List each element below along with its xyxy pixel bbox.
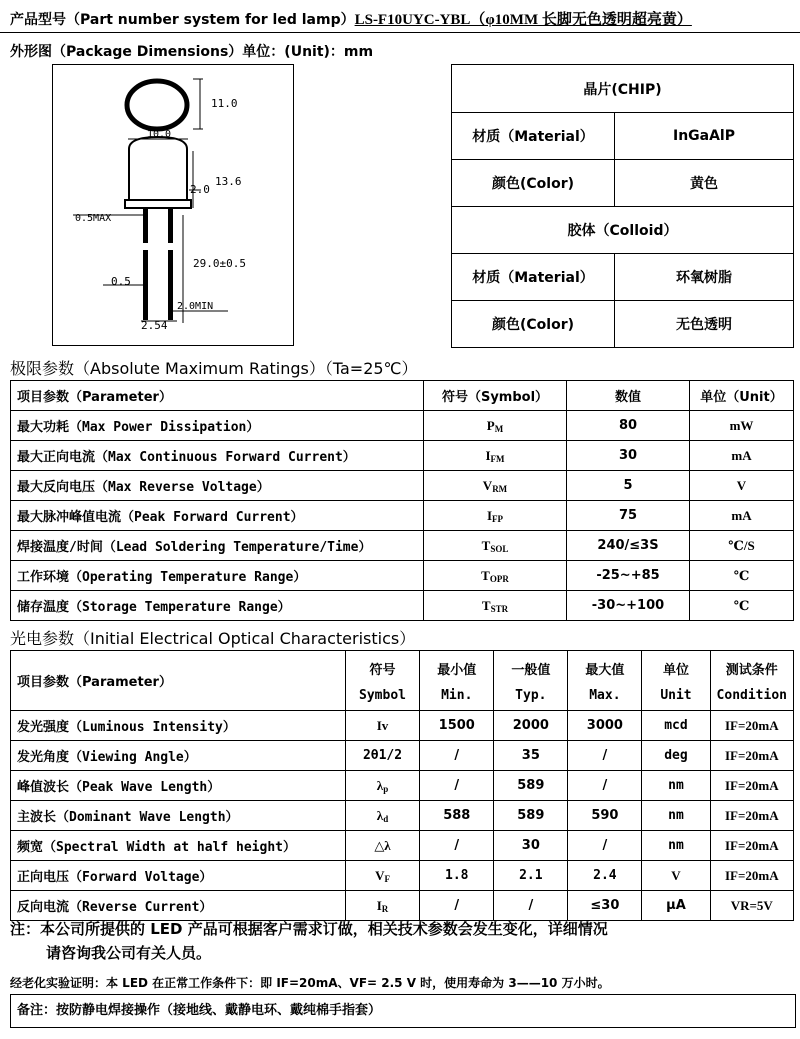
title-prefix: 产品型号（Part number system for led lamp） <box>10 12 355 28</box>
opt-header-max: 最大值 Max. <box>568 651 642 711</box>
opt-min: / <box>420 771 494 801</box>
header-divider <box>0 32 800 33</box>
abs-symbol: $V_{RM}$ <box>424 471 567 501</box>
opt-typ: 2.1 <box>494 861 568 891</box>
abs-row <box>11 531 794 561</box>
note-1: 注：本公司所提供的 LED 产品可根据客户需求订做，相关技术参数会发生变化，详细情况 <box>10 920 608 938</box>
dim-pitch: 2.54 <box>141 319 168 332</box>
opt-symbol: $I_R$ <box>345 891 419 921</box>
dim-min: 2.0MIN <box>177 301 214 312</box>
abs-param: 工作环境（Operating Temperature Range） <box>11 561 424 591</box>
remark-text: 备注：按防静电焊接操作（接地线、戴静电环、戴纯棉手指套） <box>17 1003 382 1018</box>
opt-param: 主波长（Dominant Wave Length） <box>11 801 346 831</box>
opt-min: 1500 <box>420 711 494 741</box>
opt-symbol: $\lambda_d$ <box>345 801 419 831</box>
opt-max: 3000 <box>568 711 642 741</box>
opt-typ: 589 <box>494 801 568 831</box>
opt-row <box>11 771 794 801</box>
dim-body: 13.6 <box>215 175 242 188</box>
abs-unit: ℃ <box>690 591 794 621</box>
opt-typ: 35 <box>494 741 568 771</box>
chip-color-label: 颜色(Color) <box>452 160 615 207</box>
opt-param: 正向电压（Forward Voltage） <box>11 861 346 891</box>
opt-condition: IF=20mA <box>710 741 793 771</box>
abs-symbol: $T_{SOL}$ <box>424 531 567 561</box>
chip-header: 晶片(CHIP) <box>452 65 794 113</box>
dim-flange: 2.0 <box>190 183 210 196</box>
abs-unit: mW <box>690 411 794 441</box>
opt-condition: IF=20mA <box>710 831 793 861</box>
abs-param: 最大正向电流（Max Continuous Forward Current） <box>11 441 424 471</box>
abs-max-table <box>10 380 794 621</box>
opt-condition: IF=20mA <box>710 801 793 831</box>
abs-param: 焊接温度/时间（Lead Soldering Temperature/Time） <box>11 531 424 561</box>
abs-symbol: $T_{OPR}$ <box>424 561 567 591</box>
aging-note: 经老化实验证明：本 LED 在正常工作条件下：即 IF=20mA、VF= 2.5 V 时，使用寿命为 3——10 万小时。 <box>10 976 610 990</box>
opt-symbol: 2θ1/2 <box>345 741 419 771</box>
opt-symbol: △λ <box>345 831 419 861</box>
abs-symbol: $P_M$ <box>424 411 567 441</box>
opt-param: 反向电流（Reverse Current） <box>11 891 346 921</box>
opt-max: / <box>568 741 642 771</box>
dim-diameter: 10.0 <box>147 129 172 140</box>
abs-value: 80 <box>567 411 690 441</box>
opt-symbol: $V_F$ <box>345 861 419 891</box>
abs-param: 最大脉冲峰值电流（Peak Forward Current） <box>11 501 424 531</box>
opt-header-unit: 单位 Unit <box>642 651 710 711</box>
chip-material-label: 材质（Material） <box>452 113 615 160</box>
colloid-color-label: 颜色(Color) <box>452 301 615 348</box>
opt-param: 发光强度（Luminous Intensity） <box>11 711 346 741</box>
optical-table <box>10 650 794 921</box>
opt-param: 发光角度（Viewing Angle） <box>11 741 346 771</box>
opt-row <box>11 861 794 891</box>
abs-header-unit: 单位（Unit） <box>690 381 794 411</box>
abs-param: 最大功耗（Max Power Dissipation） <box>11 411 424 441</box>
colloid-header: 胶体（Colloid） <box>452 207 794 254</box>
dim-height-top: 11.0 <box>211 97 238 110</box>
opt-max: 590 <box>568 801 642 831</box>
abs-unit: ℃/S <box>690 531 794 561</box>
part-number: LS-F10UYC-YBL（φ10MM 长脚无色透明超亮黄） <box>354 12 692 28</box>
abs-max-title: 极限参数（Absolute Maximum Ratings）（Ta=25℃） <box>10 359 418 378</box>
opt-min: 588 <box>420 801 494 831</box>
opt-max: 2.4 <box>568 861 642 891</box>
abs-param: 最大反向电压（Max Reverse Voltage） <box>11 471 424 501</box>
abs-unit: mA <box>690 501 794 531</box>
abs-header-value: 数值 <box>567 381 690 411</box>
abs-unit: mA <box>690 441 794 471</box>
opt-unit: μA <box>642 891 710 921</box>
opt-unit: nm <box>642 801 710 831</box>
opt-header-condition: 测试条件 Condition <box>710 651 793 711</box>
opt-unit: deg <box>642 741 710 771</box>
opt-row <box>11 891 794 921</box>
optical-title: 光电参数（Initial Electrical Optical Characteristics） <box>10 629 416 648</box>
opt-min: / <box>420 741 494 771</box>
opt-min: 1.8 <box>420 861 494 891</box>
note-1b: 请咨询我公司有关人员。 <box>46 944 212 962</box>
opt-row <box>11 801 794 831</box>
colloid-material-label: 材质（Material） <box>452 254 615 301</box>
abs-row <box>11 441 794 471</box>
colloid-color-value: 无色透明 <box>615 301 794 348</box>
opt-max: / <box>568 771 642 801</box>
abs-param: 储存温度（Storage Temperature Range） <box>11 591 424 621</box>
opt-symbol: Iv <box>345 711 419 741</box>
abs-row <box>11 471 794 501</box>
opt-condition: IF=20mA <box>710 711 793 741</box>
abs-row <box>11 501 794 531</box>
chip-table <box>451 64 794 348</box>
dim-max: 0.5MAX <box>75 213 112 224</box>
chip-material-value: InGaAlP <box>615 113 794 160</box>
opt-unit: nm <box>642 831 710 861</box>
abs-header-symbol: 符号（Symbol） <box>424 381 567 411</box>
opt-max: ≤30 <box>568 891 642 921</box>
package-diagram <box>52 64 294 346</box>
opt-unit: nm <box>642 771 710 801</box>
abs-row <box>11 411 794 441</box>
opt-condition: VR=5V <box>710 891 793 921</box>
package-label: 外形图（Package Dimensions）单位：(Unit)：mm <box>10 44 374 60</box>
opt-typ: 2000 <box>494 711 568 741</box>
led-drawing <box>53 65 293 345</box>
header-title <box>10 8 692 29</box>
abs-value: -25~+85 <box>567 561 690 591</box>
abs-symbol: $T_{STR}$ <box>424 591 567 621</box>
opt-row <box>11 831 794 861</box>
opt-unit: V <box>642 861 710 891</box>
abs-header-param: 项目参数（Parameter） <box>11 381 424 411</box>
opt-header-symbol: 符号 Symbol <box>345 651 419 711</box>
dim-pin: 0.5 <box>111 275 131 288</box>
abs-value: 30 <box>567 441 690 471</box>
abs-value: 5 <box>567 471 690 501</box>
abs-symbol: $I_{FP}$ <box>424 501 567 531</box>
opt-row <box>11 711 794 741</box>
opt-condition: IF=20mA <box>710 771 793 801</box>
remark-box <box>10 994 796 1028</box>
abs-row <box>11 591 794 621</box>
abs-value: 240/≤3S <box>567 531 690 561</box>
opt-typ: / <box>494 891 568 921</box>
colloid-material-value: 环氧树脂 <box>615 254 794 301</box>
opt-typ: 589 <box>494 771 568 801</box>
opt-symbol: $\lambda_p$ <box>345 771 419 801</box>
abs-row <box>11 561 794 591</box>
abs-unit: V <box>690 471 794 501</box>
abs-symbol: $I_{FM}$ <box>424 441 567 471</box>
opt-header-min: 最小值 Min. <box>420 651 494 711</box>
opt-header-typ: 一般值 Typ. <box>494 651 568 711</box>
opt-row <box>11 741 794 771</box>
chip-color-value: 黄色 <box>615 160 794 207</box>
dim-lead: 29.0±0.5 <box>193 257 246 270</box>
opt-condition: IF=20mA <box>710 861 793 891</box>
opt-header-param: 项目参数（Parameter） <box>11 651 346 711</box>
opt-param: 频宽（Spectral Width at half height） <box>11 831 346 861</box>
opt-unit: mcd <box>642 711 710 741</box>
opt-typ: 30 <box>494 831 568 861</box>
opt-max: / <box>568 831 642 861</box>
abs-value: 75 <box>567 501 690 531</box>
abs-unit: ℃ <box>690 561 794 591</box>
opt-min: / <box>420 891 494 921</box>
opt-param: 峰值波长（Peak Wave Length） <box>11 771 346 801</box>
opt-min: / <box>420 831 494 861</box>
abs-value: -30~+100 <box>567 591 690 621</box>
